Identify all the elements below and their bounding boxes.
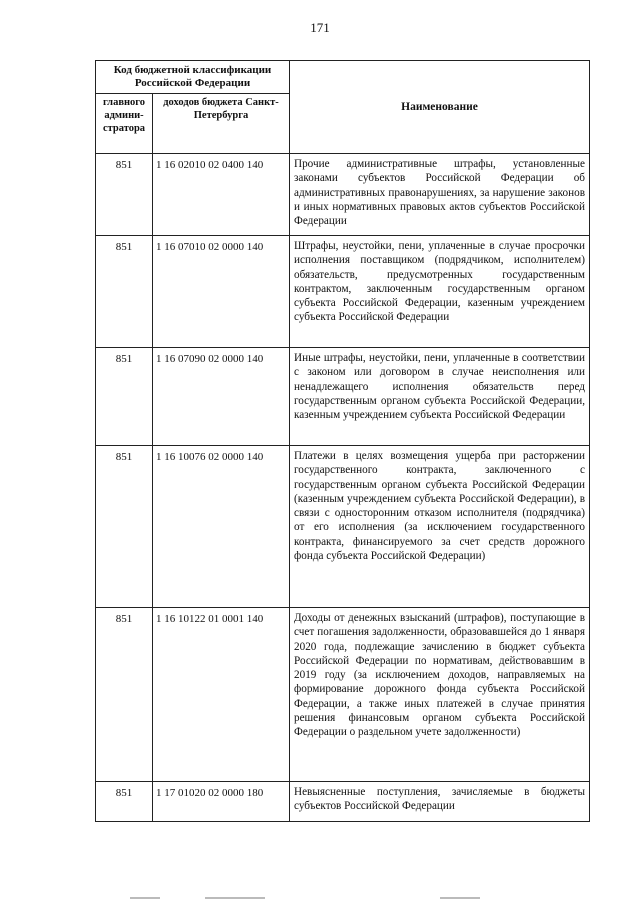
header-budget-revenue: доходов бюджета Санкт-Петербурга [153, 94, 290, 154]
table-row [96, 782, 590, 822]
admin-code: 851 [96, 446, 153, 608]
footer-mark [130, 897, 160, 899]
admin-code: 851 [96, 348, 153, 446]
revenue-name: Доходы от денежных взысканий (штрафов), поступающие в счет погашения задолженности, образовавшейся до 1 января 2020 года, подлежащие зачислению в бюджет субъекта Российской Федерации по нормативам, действовавшим в 2019 году (за исключением доходов, направляемых на формирование дорожного фонда субъекта Российской Федерации, а также иных платежей в случае принятия решения финансовым органом субъекта Российской Федерации о раздельном учете задолженности) [290, 608, 590, 782]
admin-code: 851 [96, 154, 153, 236]
footer-mark [205, 897, 265, 899]
admin-code: 851 [96, 782, 153, 822]
revenue-name: Штрафы, неустойки, пени, уплаченные в случае просрочки исполнения поставщиком (подрядчиком, исполнителем) обязательств, предусмотренных государственным контрактом, заключенным государственным органом субъекта Российской Федерации, казенным учреждением субъекта Российской Федерации [290, 236, 590, 348]
revenue-name: Платежи в целях возмещения ущерба при расторжении государственного контракта, заключенного с государственным органом субъекта Российской Федерации (казенным учреждением субъекта Российской Федерации), в связи с односторонним отказом исполнителя (подрядчика) от его исполнения (за исключением государственного контракта, финансируемого за счет средств дорожного фонда субъекта Российской Федерации) [290, 446, 590, 608]
admin-code: 851 [96, 236, 153, 348]
page-number: 171 [310, 20, 330, 35]
table-row [96, 348, 590, 446]
table-row [96, 236, 590, 348]
table-row [96, 446, 590, 608]
table-row [96, 608, 590, 782]
admin-code: 851 [96, 608, 153, 782]
budget-classification-table [95, 60, 590, 822]
revenue-name: Невыясненные поступления, зачисляемые в бюджеты субъектов Российской Федерации [290, 782, 590, 822]
revenue-name: Иные штрафы, неустойки, пени, уплаченные в соответствии с законом или договором в случае неисполнения или ненадлежащего исполнения обязательств перед государственным органом субъекта Российской Федерации, казенным учреждением субъекта Российской Федерации [290, 348, 590, 446]
revenue-code: 1 16 07090 02 0000 140 [153, 348, 290, 446]
revenue-code: 1 16 02010 02 0400 140 [153, 154, 290, 236]
footer-mark [440, 897, 480, 899]
header-name: Наименование [290, 61, 590, 154]
revenue-code: 1 16 07010 02 0000 140 [153, 236, 290, 348]
revenue-name: Прочие административные штрафы, установленные законами субъектов Российской Федерации об административных правонарушениях, за нарушение законов и иных нормативных правовых актов субъектов Российской Федерации [290, 154, 590, 236]
revenue-code: 1 16 10076 02 0000 140 [153, 446, 290, 608]
header-classification-code: Код бюджетной классификации Российской Федерации [96, 61, 290, 94]
revenue-code: 1 16 10122 01 0001 140 [153, 608, 290, 782]
table-row [96, 154, 590, 236]
header-main-administrator: главного админи-стратора [96, 94, 153, 154]
revenue-code: 1 17 01020 02 0000 180 [153, 782, 290, 822]
